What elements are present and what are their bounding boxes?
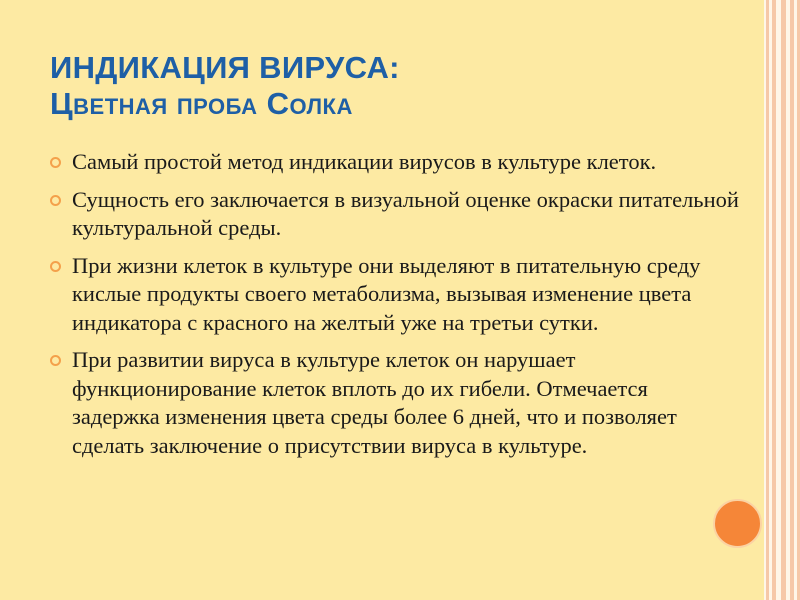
ring-bullet-icon — [50, 261, 61, 272]
bullet-text: При жизни клеток в культуре они выделяют в питательную среду кислые продукты своего метаболизма, вызывая изменение цвета индикатора с красного на желтый уже на третьи сутки. — [72, 252, 701, 335]
bullet-text: Самый простой метод индикации вирусов в культуре клеток. — [72, 149, 657, 174]
stripe-line — [764, 0, 766, 600]
bullet-item — [50, 186, 740, 243]
bullet-text: Сущность его заключается в визуальной оценке окраски питательной культуральной среды. — [72, 186, 739, 240]
stripe-line — [794, 0, 797, 600]
slide-title — [50, 50, 750, 122]
ring-bullet-icon — [50, 355, 61, 366]
bullet-item — [50, 346, 740, 460]
bullet-item — [50, 252, 740, 338]
bullet-item — [50, 148, 740, 177]
stripe-line — [769, 0, 772, 600]
bullet-text: При развитии вируса в культуре клеток он нарушает функционирование клеток вплоть до их гибели. Отмечается задержка изменения цвета среды более 6 дней, что и позволяет сделать заключение о присутствии вируса в культуре. — [72, 347, 677, 458]
orange-circle-decoration — [713, 499, 762, 548]
stripe-line — [776, 0, 781, 600]
stripe-line — [786, 0, 790, 600]
ring-bullet-icon — [50, 157, 61, 168]
title-line-2: Цветная проба Солка — [50, 86, 353, 121]
ring-bullet-icon — [50, 195, 61, 206]
bullet-list — [50, 148, 740, 469]
title-line-1: ИНДИКАЦИЯ ВИРУСА: — [50, 50, 400, 85]
